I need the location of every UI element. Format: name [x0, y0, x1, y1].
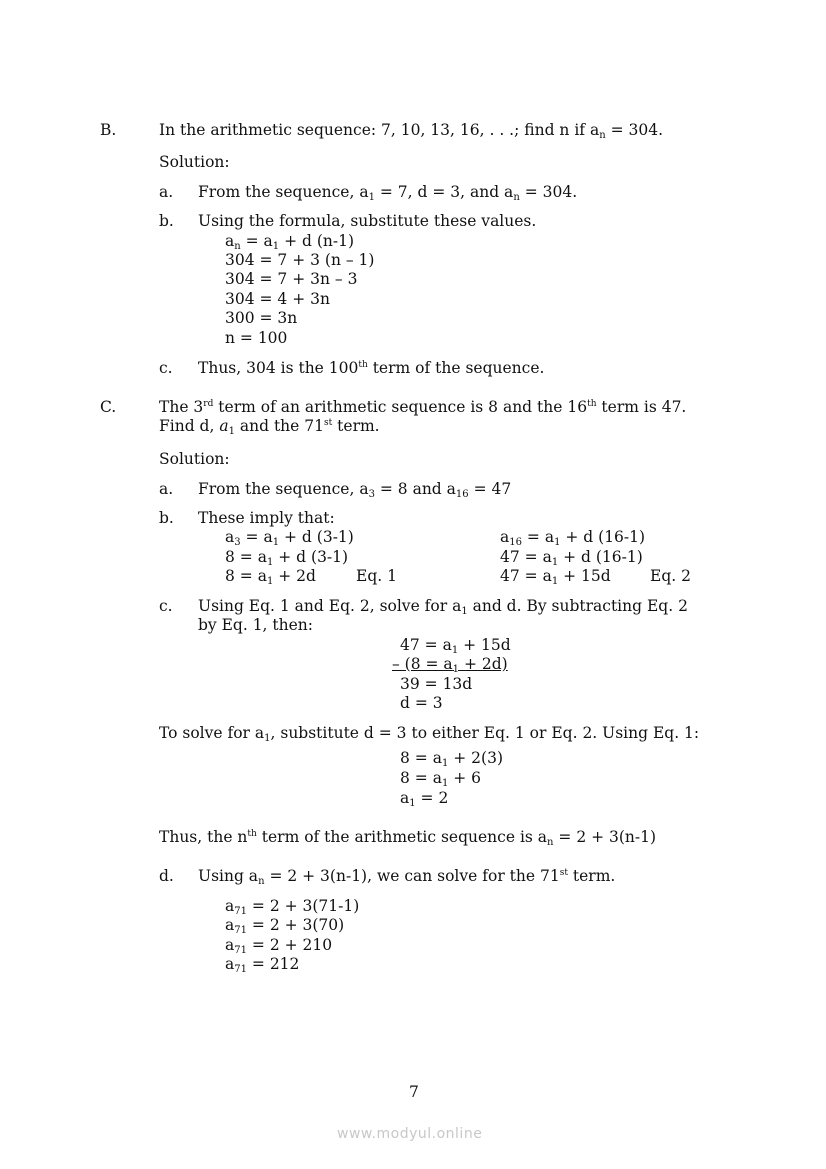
section-c-question-line-1: The 3rd term of an arithmetic sequence is 8 and the 16th term is 47. — [159, 398, 687, 416]
eq-2-tag: Eq. 2 — [650, 567, 691, 585]
left-equation-1: $a_3 = a_1 + d$ (3-1) — [225, 528, 354, 548]
substitution-intro: To solve for $a_1$, substitute d = 3 to either Eq. 1 or Eq. 2. Using Eq. 1: — [159, 724, 700, 744]
right-equation-2: $47 = a_1 + d$ (16-1) — [500, 548, 643, 568]
section-b-step-c-label: c. — [159, 359, 173, 377]
substitution-line-1: $8 = a_1 + 2(3)$ — [400, 749, 503, 769]
final-work-line-1: $a_{71} = 2 + 3(71-1)$ — [225, 897, 360, 917]
watermark: www.modyul.online — [337, 1126, 483, 1142]
eq-1-tag: Eq. 1 — [356, 567, 397, 585]
right-equation-3: $47 = a_1 + 15d$ — [500, 567, 611, 587]
section-b-work-line-3: 304 = 7 + 3n – 3 — [225, 270, 358, 288]
section-c-label: C. — [100, 398, 117, 416]
section-b-step-a-label: a. — [159, 183, 174, 201]
section-c-question-line-2: Find d, $a_1$ and the 71st term. — [159, 417, 380, 437]
section-b-step-b-label: b. — [159, 212, 174, 230]
subtraction-result-2: d = 3 — [400, 694, 443, 712]
section-c-step-d-text: Using $a_n = 2 + 3(n-1)$, we can solve for the 71st term. — [198, 867, 616, 887]
section-c-step-a-text: From the sequence, $a_3 = 8$ and $a_{16} = 47$ — [198, 480, 512, 500]
section-c-step-c-text-line-1: Using Eq. 1 and Eq. 2, solve for $a_1$ and d. By subtracting Eq. 2 — [198, 597, 688, 617]
subtraction-line-1: $47 = a_1 + 15d$ — [400, 636, 511, 656]
section-b-work-line-1: $a_n = a_1 + d$ (n-1) — [225, 232, 355, 252]
section-c-step-a-label: a. — [159, 480, 174, 498]
section-b-solution-heading: Solution: — [159, 153, 230, 171]
section-c-step-c-label: c. — [159, 597, 173, 615]
page-number: 7 — [409, 1083, 419, 1101]
section-b-work-line-6: n = 100 — [225, 329, 288, 347]
section-b-step-c-text: Thus, 304 is the 100th term of the sequence. — [198, 359, 545, 377]
section-c-step-b-label: b. — [159, 509, 174, 527]
final-work-line-3: $a_{71} = 2 + 210$ — [225, 936, 333, 956]
section-c-solution-heading: Solution: — [159, 450, 230, 468]
final-work-line-4: $a_{71} = 212$ — [225, 955, 300, 975]
section-b-step-a-text: From the sequence, $a_1 = 7$, d = 3, and $a_n = 304$. — [198, 183, 578, 203]
substitution-line-3: $a_1 = 2$ — [400, 789, 449, 809]
subtraction-result-1: 39 = 13d — [400, 675, 473, 693]
left-equation-3: $8 = a_1 + 2d$ — [225, 567, 316, 587]
subtraction-line-2: – $(8 = a_1 + 2d)$ — [392, 655, 508, 675]
section-b-question: In the arithmetic sequence: 7, 10, 13, 16, . . .; find n if $a_n = 304$. — [159, 121, 664, 141]
final-work-line-2: $a_{71} = 2 + 3(70)$ — [225, 916, 345, 936]
left-equation-2: $8 = a_1 + d$ (3-1) — [225, 548, 349, 568]
section-c-step-d-label: d. — [159, 867, 174, 885]
section-c-step-c-text-line-2: by Eq. 1, then: — [198, 616, 314, 634]
section-c-step-b-text: These imply that: — [198, 509, 335, 527]
section-b-work-line-5: 300 = 3n — [225, 309, 298, 327]
section-b-step-b-text: Using the formula, substitute these values. — [198, 212, 537, 230]
nth-term-conclusion: Thus, the $n^{th}$ term of the arithmetic sequence is $a_n = 2 + 3(n-1)$ — [159, 828, 657, 848]
right-equation-1: $a_{16} = a_1 + d$ (16-1) — [500, 528, 646, 548]
substitution-line-2: $8 = a_1 + 6$ — [400, 769, 482, 789]
section-b-label: B. — [100, 121, 117, 139]
section-b-work-line-2: 304 = 7 + 3 (n – 1) — [225, 251, 375, 269]
section-b-work-line-4: 304 = 4 + 3n — [225, 290, 330, 308]
